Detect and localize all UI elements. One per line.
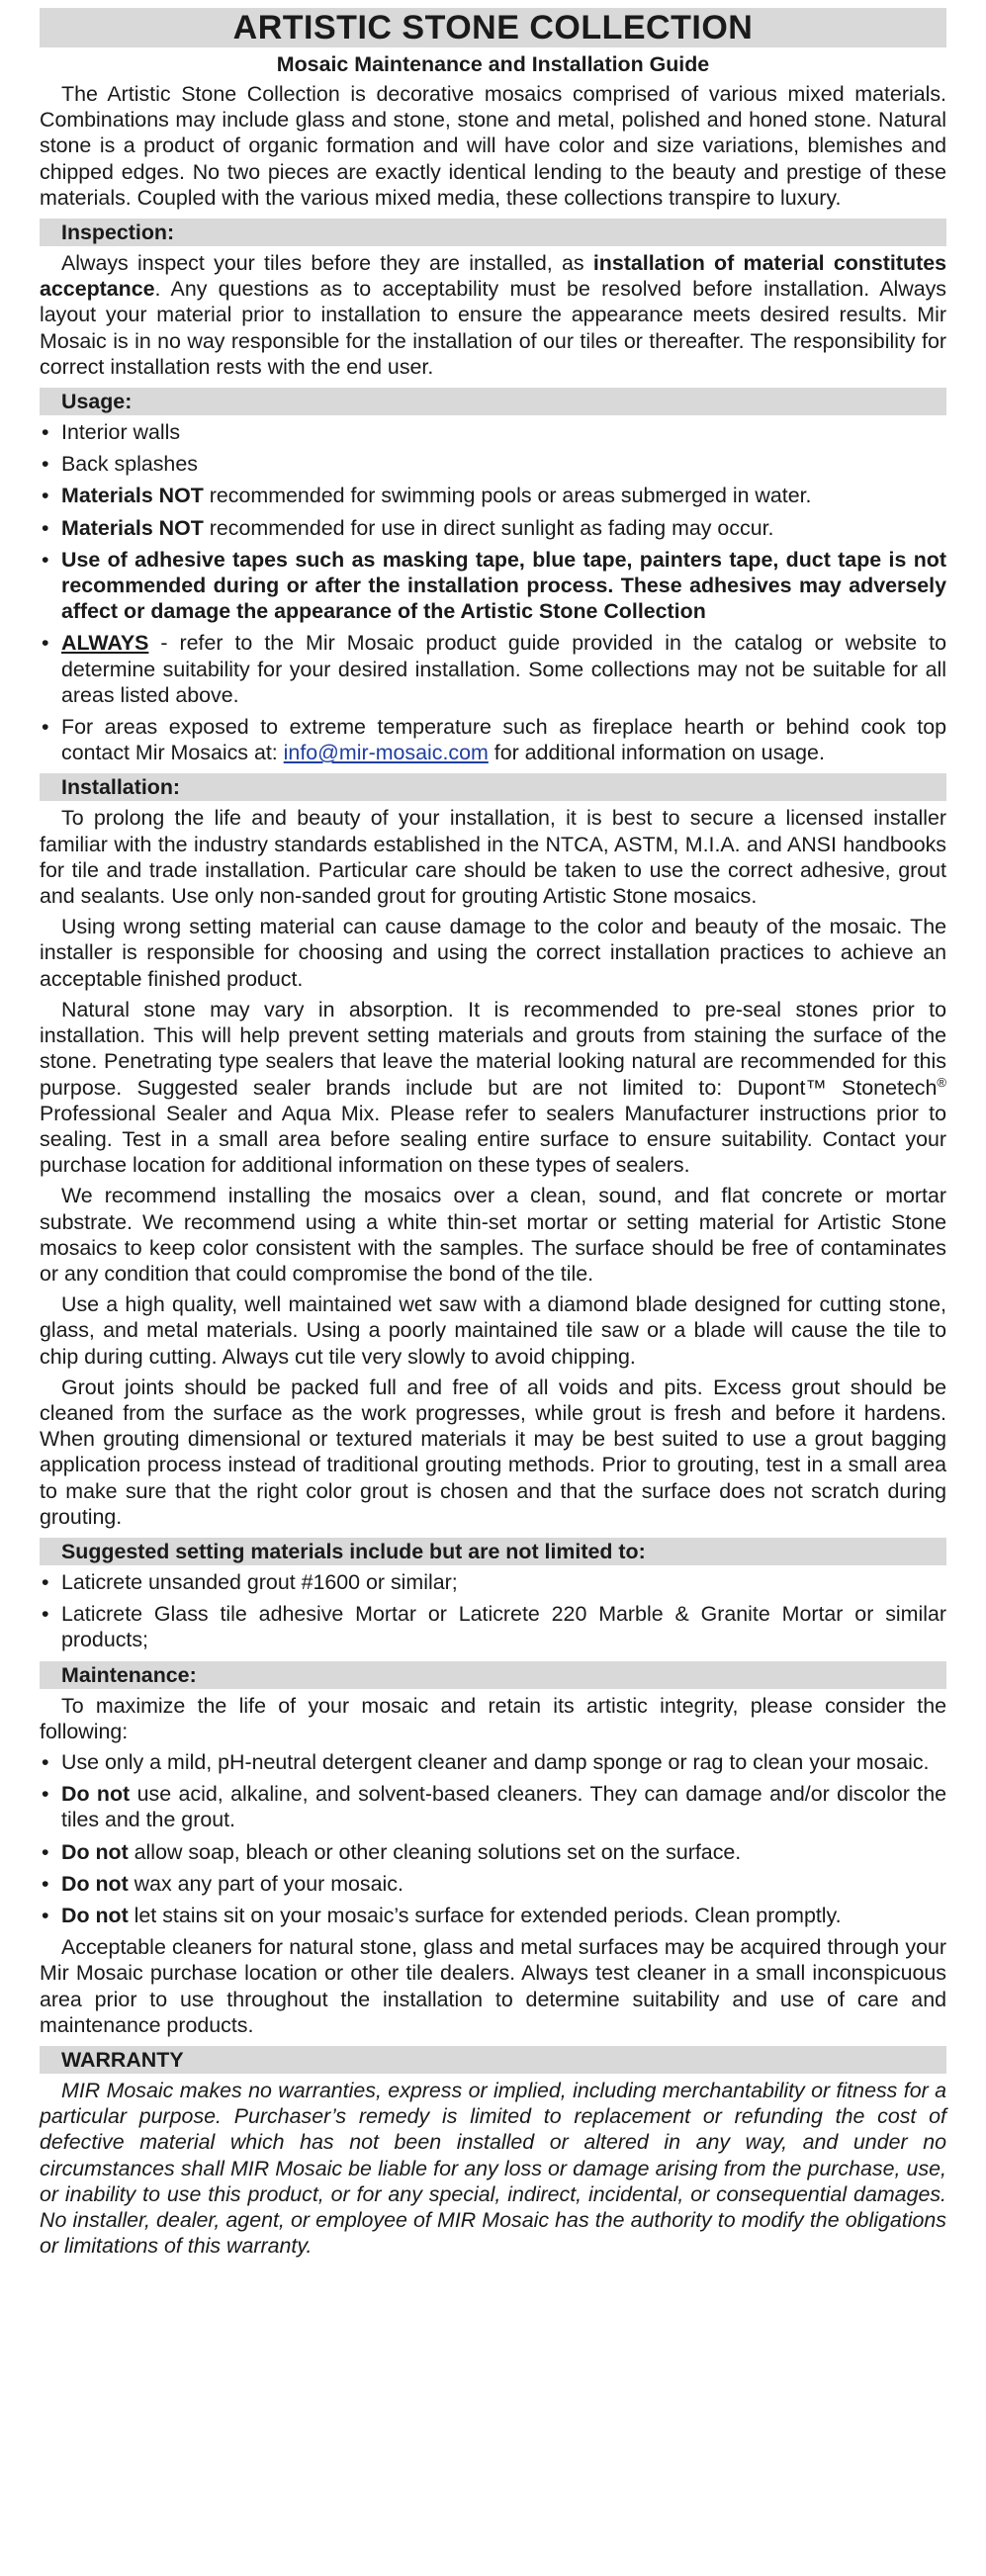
email-link[interactable]: info@mir-mosaic.com (283, 741, 489, 765)
maintenance-outro: Acceptable cleaners for natural stone, glass and metal surfaces may be acquired through your Mir Mosaic purchase location or other tile dealers. Always test cleaner in a small inconspicuous area prior to use throughout the installation to determine suitability and use of care and maintenance products. (40, 1935, 946, 2037)
section-heading-usage: Usage: (40, 388, 946, 415)
section-heading-setting-materials: Suggested setting materials include but are not limited to: (40, 1538, 946, 1565)
sealer-text: Professional Sealer and Aqua Mix. Please refer to sealers Manufacturer instructions prior to sealing. Test in a small area before sealing entire surface to ensure suitability. Contact your purchase location for additional information on these types of sealers. (40, 1101, 946, 1178)
inspection-rest: . Any questions as to acceptability must be resolved before installation. Always layout your material prior to installation to ensure the appearance meets desired results. Mir Mosaic is in no way responsible for the installation of our tiles or thereafter. The responsibility for correct installation rests with the end user. (40, 277, 946, 379)
warranty-text: MIR Mosaic makes no warranties, express or implied, including merchantability or fitness for a particular purpose. Purchaser’s remedy is limited to replacement or refunding the cost of defective material which has not been installed or altered in any way, and under no circumstances shall MIR Mosaic be liable for any loss or damage arising from the purchase, use, or inability to use this product, or for any special, indirect, incidental, or consequential damages. No installer, dealer, agent, or employee of MIR Mosaic has the authority to modify the obligations or limitations of this warranty. (40, 2079, 946, 2259)
list-item-text: use acid, alkaline, and solvent-based cleaners. They can damage and/or discolor the tiles and the grout. (61, 1782, 946, 1832)
list-item (40, 1903, 946, 1928)
list-item (40, 547, 946, 625)
list-item-text: - refer to the Mir Mosaic product guide provided in the catalog or website to determine suitability for your desired installation. Some collections may not be suitable for all areas listed above. (61, 631, 946, 707)
emphasis: Do not (61, 1839, 129, 1864)
installation-paragraph (40, 997, 946, 1178)
setting-materials-list (40, 1569, 946, 1653)
list-item-text: allow soap, bleach or other cleaning solutions set on the surface. (128, 1839, 742, 1864)
list-item: • Interior walls (40, 419, 946, 445)
tape-warning: Use of adhesive tapes such as masking tape, blue tape, painters tape, duct tape is not recommended during or after the installation process. These adhesives may adversely affect or damage the appearance of the Artistic Stone Collection (61, 547, 946, 624)
section-heading-maintenance: Maintenance: (40, 1661, 946, 1689)
sealer-text: Natural stone may vary in absorption. It is recommended to pre-seal stones prior to installation. This will help prevent setting materials and grouts from staining the surface of the stone. Penetrating type sealers that leave the material looking natural are recommended for this purpose. Suggested sealer brands include but are not limited to: Dupont™ Stonetech (40, 997, 946, 1100)
emphasis: Materials NOT (61, 484, 204, 508)
emphasis: Do not (61, 1782, 131, 1807)
list-item: • Back splashes (40, 451, 946, 477)
emphasis: ALWAYS (61, 631, 149, 656)
section-heading-inspection: Inspection: (40, 219, 946, 246)
list-item (40, 714, 946, 765)
inspection-lead: Always inspect your tiles before they are installed, as (61, 251, 593, 276)
emphasis: Materials NOT (61, 515, 204, 540)
installation-paragraph: Using wrong setting material can cause damage to the color and beauty of the mosaic. The installer is responsible for choosing and using the correct installation practices to achieve an acceptable finished product. (40, 915, 946, 991)
list-item (40, 483, 946, 508)
emphasis: Do not (61, 1871, 129, 1896)
list-item-text: for additional information on usage. (488, 741, 825, 765)
list-item-text: recommended for swimming pools or areas submerged in water. (203, 484, 812, 508)
list-item: • Laticrete Glass tile adhesive Mortar or Laticrete 220 Marble & Granite Mortar or similar products; (40, 1601, 946, 1652)
list-item (40, 1781, 946, 1832)
installation-paragraph: To prolong the life and beauty of your installation, it is best to secure a licensed installer familiar with the industry standards established in the NTCA, ASTM, M.I.A. and ANSI handbooks for tile and trade installation. Particular care should be taken to use the correct adhesive, grout and sealants. Use only non-sanded grout for grouting Artistic Stone mosaics. (40, 806, 946, 909)
list-item-text: For areas exposed to extreme temperature such as fireplace hearth or behind cook top contact Mir Mosaics at: (61, 715, 946, 765)
list-item (40, 1871, 946, 1897)
list-item: • Use only a mild, pH-neutral detergent cleaner and damp sponge or rag to clean your mosaic. (40, 1749, 946, 1775)
list-item (40, 1839, 946, 1865)
list-item: • Laticrete unsanded grout #1600 or similar; (40, 1569, 946, 1595)
usage-list (40, 419, 946, 765)
document-title: ARTISTIC STONE COLLECTION (40, 8, 946, 47)
installation-paragraph: Use a high quality, well maintained wet saw with a diamond blade designed for cutting stone, glass, and metal materials. Using a poorly maintained tile saw or a blade will cause the tile to chip during cutting. Always cut tile very slowly to avoid chipping. (40, 1292, 946, 1369)
list-item (40, 630, 946, 708)
section-heading-warranty: WARRANTY (40, 2046, 946, 2074)
maintenance-list (40, 1749, 946, 1928)
emphasis: Do not (61, 1903, 129, 1927)
inspection-emphasis: installation of material constitutes acceptance (40, 251, 946, 302)
list-item-text: recommended for use in direct sunlight as fading may occur. (203, 515, 774, 540)
intro-paragraph: The Artistic Stone Collection is decorative mosaics comprised of various mixed materials. Combinations may include glass and stone, stone and metal, polished and honed stone. Natural stone is a product of organic formation and will have color and size variations, blemishes and chipped edges. No two pieces are exactly identical lending to the beauty and prestige of these materials. Coupled with the various mixed media, these collections transpire to luxury. (40, 82, 946, 210)
registered-mark: ® (937, 1074, 946, 1090)
installation-paragraph: We recommend installing the mosaics over a clean, sound, and flat concrete or mortar substrate. We recommend using a white thin-set mortar or setting material for Artistic Stone mosaics to keep color consistent with the samples. The surface should be free of contaminates or any condition that could compromise the bond of the tile. (40, 1184, 946, 1286)
section-heading-installation: Installation: (40, 773, 946, 801)
maintenance-intro: To maximize the life of your mosaic and retain its artistic integrity, please consider the following: (40, 1693, 946, 1743)
list-item (40, 515, 946, 541)
document-subtitle: Mosaic Maintenance and Installation Guide (276, 52, 710, 76)
inspection-paragraph (40, 250, 946, 380)
installation-paragraph: Grout joints should be packed full and free of all voids and pits. Excess grout should be cleaned from the surface as the work progresses, while grout is fresh and before it hardens. When grouting dimensional or textured materials it may be best suited to use a grout bagging application process instead of traditional grouting methods. Prior to grouting, test in a small area to make sure that the right color grout is chosen and that the surface does not scratch during grouting. (40, 1375, 946, 1529)
list-item-text: wax any part of your mosaic. (128, 1871, 403, 1896)
list-item-text: let stains sit on your mosaic’s surface for extended periods. Clean promptly. (128, 1903, 842, 1927)
